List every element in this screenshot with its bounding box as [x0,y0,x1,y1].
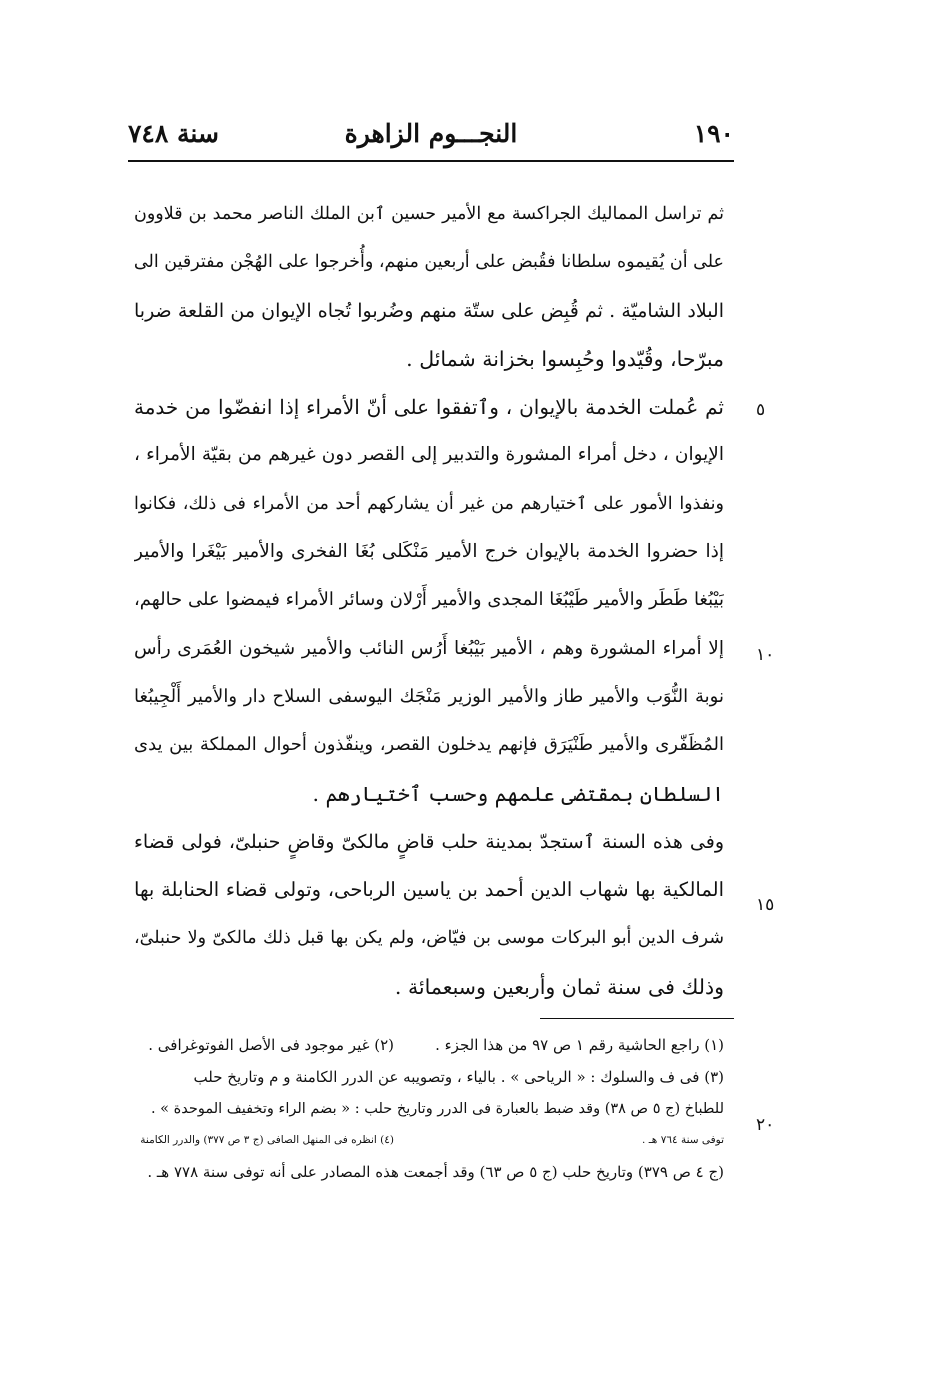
text-line: وذلك فى سنة ثمان وأربعين وسبعمائة . [394,974,724,999]
footnote-3: (٣) فى ف والسلوك : « الرياحى » . بالياء ، وتصويبه عن الدرر الكامنة و م وتاريخ حلب [193,1067,724,1086]
footnote-4-cont: (ج ٤ ص ٣٧٩) وتاريخ حلب (ج ٥ ص ٦٣) وقد أجمعت هذه المصادر على أنه توفى سنة ٧٧٨ هـ . [147,1163,724,1182]
footnote-3-cont: للطباخ (ج ٥ ص ٣٨) وقد ضبط بالعبارة فى الدرر وتاريخ حلب : « بضم الراء وتخفيف الموحدة » . [150,1100,724,1117]
text-line: شرف الدين أبو البركات موسى بن فيّاض، ولم يكن بها قبل ذلك مالكىّ ولا حنبلىّ، [134,928,724,949]
footnote-1: (١) راجع الحاشية رقم ١ ص ٩٧ من هذا الجزء . [435,1036,724,1054]
text-line: مبرّحا، وقُيّدوا وحُبِسوا بخزانة شمائل . [406,346,724,371]
text-line: المُظَفّرى والأمير طَنْيَرَق فإنهم يدخلون القصر، وينفّذون أحوال المملكة بين يدى [134,734,724,756]
footnote-4: (٤) انظره فى المنهل الصافى (ج ٣ ص ٣٧٧) والدرر الكامنة [140,1134,394,1147]
text-line: نوبة النُّوَب والأمير طاز والأمير الوزير مَنْجَك اليوسفى السلاح دار والأمير أَلْجِيبُغا [134,685,724,707]
year-heading: سنة ٧٤٨ [128,119,219,148]
line-number-15: ١٥ [756,895,775,915]
book-title: النجـــوم الزاهرة [344,119,518,148]
text-line: ونفذوا الأمور على ٱختيارهم من غير أن يشاركهم أحد من الأمراء فى ذلك، فكانوا [134,493,724,514]
text-line: ثم عُملت الخدمة بالإيوان ، وٱتفقوا على أنّ الأمراء إذا انفضّوا من خدمة [134,395,724,420]
line-number-5: ٥ [756,400,766,420]
text-line: البلاد الشاميّة . ثم قُبِض على ستّة منهم وضُربوا تُجاه الإيوان من القلعة ضربا [134,299,724,322]
main-text [134,190,724,1011]
text-line: إذا حضروا الخدمة بالإيوان خرج الأمير مَنْكَلى بُغَا الفخرى والأمير بَيْغَرا والأمير [134,541,724,563]
footnotes [134,1030,724,1189]
text-line: ثم تراسل المماليك الجراكسة مع الأمير حسين ٱبن الملك الناصر محمد بن قلاوون [134,204,724,224]
text-line: السلطان بمقتضى علمهم وحسب ٱختيارهم . [312,781,724,806]
footnote-row [134,1030,724,1062]
footnote-2: (٢) غير موجود فى الأصل الفوتوغرافى . [148,1036,394,1054]
footnote-3-end: توفى سنة ٧٦٤ هـ . [642,1134,724,1147]
text-line: على أن يُقيموه سلطانا فقُبض على أربعين منهم، وأُخرجوا على الهُجْن مفترقين الى [134,252,724,273]
text-line: وفى هذه السنة ٱستجدّ بمدينة حلب قاضٍ مالكىّ وقاضٍ حنبلىّ، فولى قضاء [134,830,724,853]
footnote-rule [540,1018,734,1019]
footnote-row [134,1125,724,1157]
text-line: إلا أمراء المشورة وهم ، الأمير بَيْبُغا أَرُس النائب والأمير شيخون العُمَرى رأس [134,637,724,659]
text-line: الإيوان ، دخل أمراء المشورة والتدبير إلى القصر دون غيرهم من بقيّة الأمراء ، [134,444,724,466]
running-header [128,116,734,156]
header-rule [128,160,734,162]
text-line: المالكية بها شهاب الدين أحمد بن ياسين الرباحى، وتولى قضاء الحنابلة بها [134,878,724,902]
page-number: ١٩٠ [693,119,734,148]
text-line: بَيْبُغا طَطَر والأمير طَيْبُغَا المجدى والأمير أَرْلان وسائر الأمراء فيمضوا على حالهم، [134,589,724,611]
line-number-10: ١٠ [756,645,775,665]
line-number-20: ٢٠ [756,1115,775,1135]
